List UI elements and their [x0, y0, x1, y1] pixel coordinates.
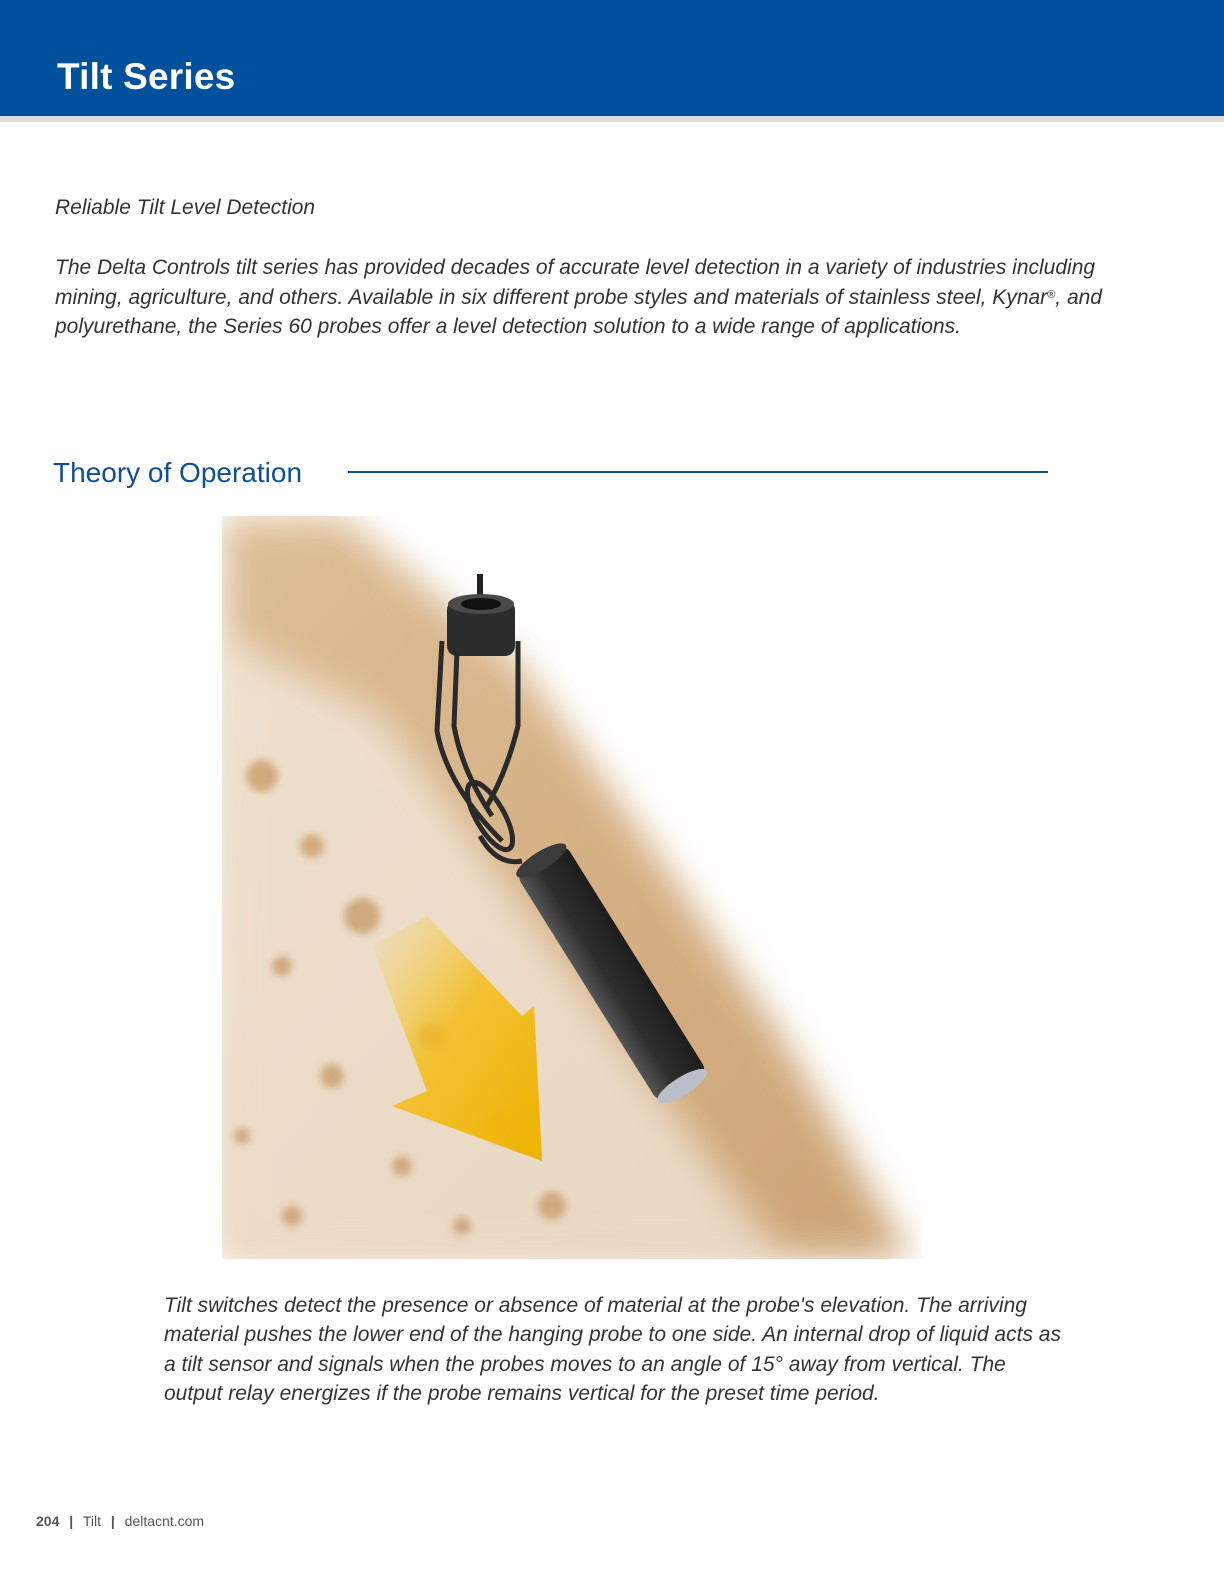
footer-website: deltacnt.com — [124, 1513, 205, 1529]
intro-subtitle: Reliable Tilt Level Detection — [55, 196, 316, 219]
footer-separator: | — [69, 1513, 74, 1529]
tilt-probe-illustration — [222, 516, 922, 1259]
page-header — [0, 0, 1224, 116]
header-divider — [0, 116, 1224, 122]
registered-mark: ® — [1047, 288, 1056, 301]
figure-caption: Tilt switches detect the presence or absence of material at the probe's elevation. The arriving material pushes the lower end of the hanging probe to one side. An internal drop of liquid acts as a tilt sensor and signals when the probes moves to an angle of 15° away from vertical. The output relay energizes if the probe remains vertical for the preset time period. — [164, 1294, 1061, 1405]
footer-separator: | — [110, 1513, 115, 1529]
section-title: Theory of Operation — [53, 457, 303, 488]
section-divider — [348, 471, 1048, 473]
page-number: 204 — [36, 1513, 60, 1529]
intro-text-part-2: , and polyurethane, the Series 60 probes offer a level detection solution to a wide range of applications. — [55, 285, 1102, 338]
footer-section: Tilt — [82, 1513, 101, 1529]
page-footer — [36, 1513, 204, 1529]
intro-paragraph — [55, 253, 1105, 342]
page-title: Tilt Series — [57, 56, 236, 97]
intro-text-part-1: The Delta Controls tilt series has provided decades of accurate level detection in a variety of industries including mining, agriculture, and others. Available in six different probe styles and materials of stainless steel, Kynar — [55, 256, 1096, 309]
